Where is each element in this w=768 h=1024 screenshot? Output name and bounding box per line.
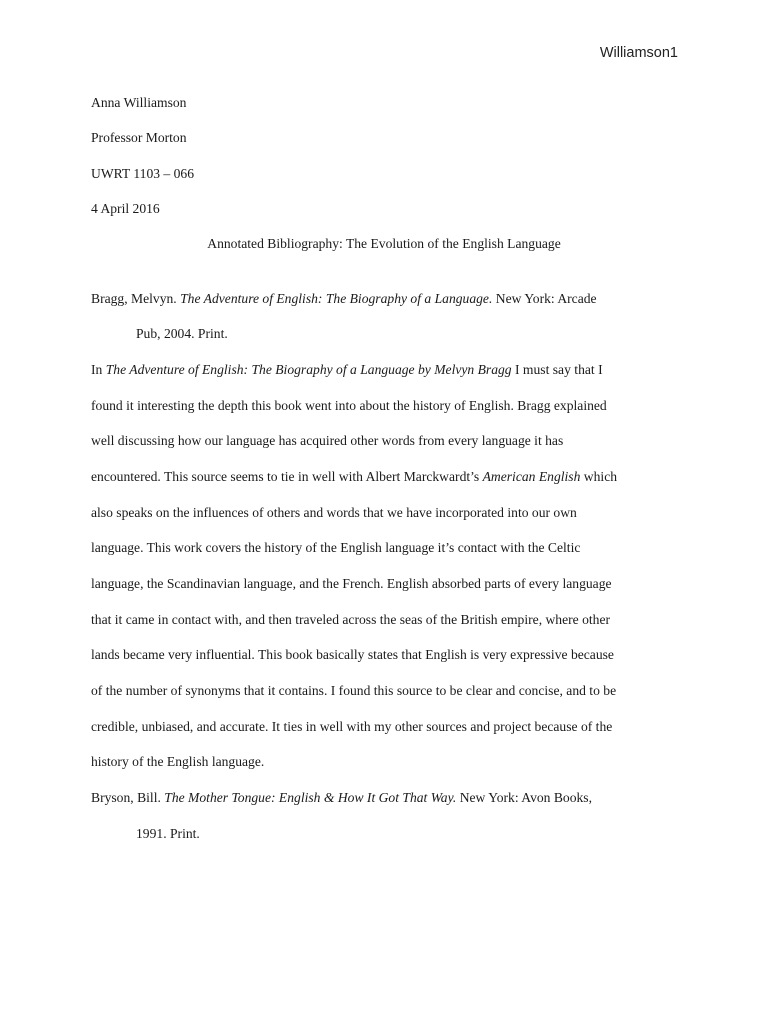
citation-publisher: New York: Arcade [492,291,597,306]
date: 4 April 2016 [91,201,160,216]
citation-author: Bryson, Bill. [91,790,165,805]
running-header [600,45,678,61]
annotation-line [91,362,603,378]
citation-bragg [91,291,597,307]
annotation-line: credible, unbiased, and accurate. It ties in well with my other sources and project because of the [91,719,613,734]
annotation-line: language. This work covers the history of the English language it’s contact with the Celtic [91,540,581,555]
annotation-text: which [580,469,618,484]
annotation-line: also speaks on the influences of others and words that we have incorporated into our own [91,505,577,520]
student-name: Anna Williamson [91,95,187,110]
citation-publisher: New York: Avon Books, [456,790,593,805]
document-title: Annotated Bibliography: The Evolution of the English Language [207,236,561,251]
annotation-line: well discussing how our language has acquired other words from every language it has [91,433,564,448]
annotation-line: history of the English language. [91,754,265,769]
citation-bryson-continued: 1991. Print. [136,826,200,841]
header-surname: Williamson [599,45,670,61]
citation-book-title: The Mother Tongue: English & How It Got That Way. [164,790,457,805]
citation-author: Bragg, Melvyn. [91,291,181,306]
annotation-text: In [91,362,106,377]
annotation-line: language, the Scandinavian language, and the French. English absorbed parts of every language [91,576,612,591]
citation-book-title: The Adventure of English: The Biography of a Language. [180,291,493,306]
annotation-italic-title: American English [482,469,581,484]
citation-bragg-continued: Pub, 2004. Print. [136,326,228,341]
header-page-number: 1 [669,45,678,61]
professor-name: Professor Morton [91,130,187,145]
annotation-italic-title: The Adventure of English: The Biography of a Language by Melvyn Bragg [105,362,512,377]
annotation-text: I must say that I [511,362,603,377]
annotation-line: lands became very influential. This book basically states that English is very expressive because [91,647,614,662]
annotation-text: encountered. This source seems to tie in well with Albert Marckwardt’s [91,469,483,484]
annotation-line: of the number of synonyms that it contains. I found this source to be clear and concise, and to be [91,683,617,698]
annotation-line: found it interesting the depth this book went into about the history of English. Bragg explained [91,398,607,413]
course-code: UWRT 1103 – 066 [91,166,195,181]
citation-bryson [91,790,592,806]
annotation-line [91,469,617,485]
annotation-line: that it came in contact with, and then traveled across the seas of the British empire, where other [91,612,611,627]
